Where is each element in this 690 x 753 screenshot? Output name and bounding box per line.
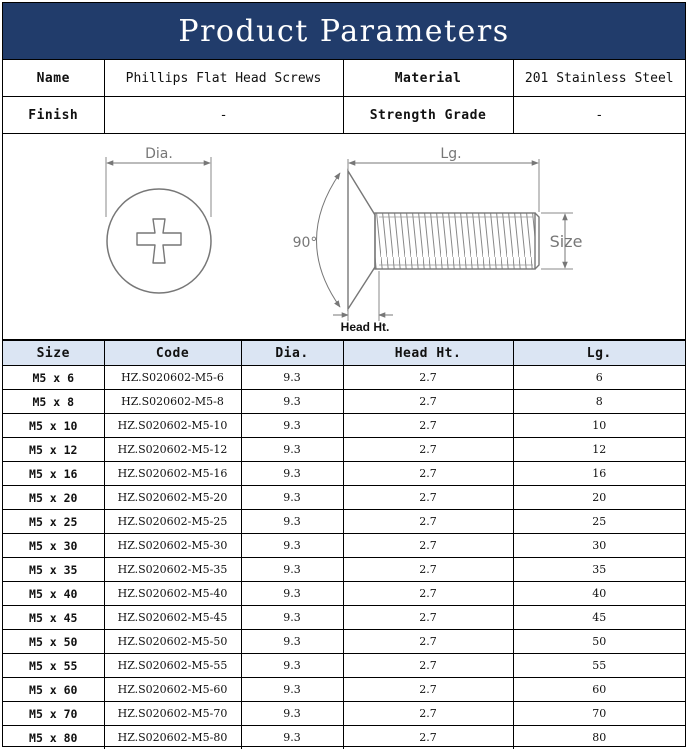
cell-lg: 35	[513, 558, 685, 582]
cell-head-ht: 2.7	[343, 534, 513, 558]
cell-code: HZ.S020602-M5-35	[104, 558, 241, 582]
cell-lg: 20	[513, 486, 685, 510]
phillips-cross-icon	[137, 219, 181, 263]
screw-diagram	[3, 137, 685, 339]
cell-code: HZ.S020602-M5-50	[104, 630, 241, 654]
info-row-finish	[3, 97, 685, 134]
cell-dia: 9.3	[241, 678, 343, 702]
header-size: Size	[3, 341, 104, 366]
cell-lg: 45	[513, 606, 685, 630]
cell-size: M5 x 50	[3, 630, 104, 654]
cell-head-ht: 2.7	[343, 414, 513, 438]
cell-head-ht: 2.7	[343, 678, 513, 702]
table-row	[3, 582, 685, 606]
cell-size: M5 x 45	[3, 606, 104, 630]
header-head-ht: Head Ht.	[343, 341, 513, 366]
header-dia: Dia.	[241, 341, 343, 366]
cell-size: M5 x 70	[3, 702, 104, 726]
finish-label: Finish	[3, 97, 104, 134]
cell-code: HZ.S020602-M5-25	[104, 510, 241, 534]
table-row	[3, 726, 685, 750]
head-top-view	[106, 146, 211, 293]
cell-head-ht: 2.7	[343, 654, 513, 678]
table-row	[3, 486, 685, 510]
cell-dia: 9.3	[241, 702, 343, 726]
cell-dia: 9.3	[241, 366, 343, 390]
spec-table-body	[3, 366, 685, 750]
cell-lg: 12	[513, 438, 685, 462]
cell-size: M5 x 8	[3, 390, 104, 414]
cell-code: HZ.S020602-M5-16	[104, 462, 241, 486]
cell-size: M5 x 80	[3, 726, 104, 750]
cell-size: M5 x 25	[3, 510, 104, 534]
info-row-name	[3, 60, 685, 97]
cell-size: M5 x 35	[3, 558, 104, 582]
table-row	[3, 678, 685, 702]
cell-dia: 9.3	[241, 630, 343, 654]
table-row	[3, 654, 685, 678]
table-row	[3, 606, 685, 630]
head-outline	[107, 189, 211, 293]
cell-size: M5 x 10	[3, 414, 104, 438]
screw-drawing	[3, 137, 685, 340]
strength-grade-value: -	[513, 97, 685, 134]
cell-head-ht: 2.7	[343, 558, 513, 582]
cell-size: M5 x 40	[3, 582, 104, 606]
table-row	[3, 390, 685, 414]
table-row	[3, 414, 685, 438]
cell-dia: 9.3	[241, 654, 343, 678]
spec-table	[3, 340, 685, 749]
cell-head-ht: 2.7	[343, 438, 513, 462]
cell-head-ht: 2.7	[343, 366, 513, 390]
name-label: Name	[3, 60, 104, 97]
cell-head-ht: 2.7	[343, 486, 513, 510]
screw-side-view	[293, 146, 583, 334]
material-label: Material	[343, 60, 513, 97]
cell-lg: 60	[513, 678, 685, 702]
cell-head-ht: 2.7	[343, 630, 513, 654]
cell-code: HZ.S020602-M5-8	[104, 390, 241, 414]
cell-lg: 6	[513, 366, 685, 390]
cell-size: M5 x 60	[3, 678, 104, 702]
cell-head-ht: 2.7	[343, 390, 513, 414]
info-table	[3, 60, 685, 134]
cell-size: M5 x 20	[3, 486, 104, 510]
table-row	[3, 558, 685, 582]
cell-code: HZ.S020602-M5-12	[104, 438, 241, 462]
cell-dia: 9.3	[241, 414, 343, 438]
table-row	[3, 462, 685, 486]
cell-size: M5 x 55	[3, 654, 104, 678]
angle-label: 90°	[292, 235, 318, 251]
cell-size: M5 x 30	[3, 534, 104, 558]
head-height-dimension-label: Head Ht.	[340, 320, 390, 334]
strength-grade-label: Strength Grade	[343, 97, 513, 134]
table-row	[3, 702, 685, 726]
finish-value: -	[104, 97, 343, 134]
cell-lg: 30	[513, 534, 685, 558]
cell-head-ht: 2.7	[343, 510, 513, 534]
cell-dia: 9.3	[241, 390, 343, 414]
cell-head-ht: 2.7	[343, 606, 513, 630]
cell-head-ht: 2.7	[343, 726, 513, 750]
cell-code: HZ.S020602-M5-20	[104, 486, 241, 510]
cell-code: HZ.S020602-M5-55	[104, 654, 241, 678]
name-value: Phillips Flat Head Screws	[104, 60, 343, 97]
cell-dia: 9.3	[241, 606, 343, 630]
cell-code: HZ.S020602-M5-70	[104, 702, 241, 726]
cell-lg: 16	[513, 462, 685, 486]
cell-dia: 9.3	[241, 486, 343, 510]
table-row	[3, 534, 685, 558]
table-row	[3, 366, 685, 390]
cell-lg: 80	[513, 726, 685, 750]
cell-dia: 9.3	[241, 726, 343, 750]
cell-dia: 9.3	[241, 438, 343, 462]
threaded-shank	[375, 213, 535, 269]
cell-lg: 70	[513, 702, 685, 726]
cell-dia: 9.3	[241, 510, 343, 534]
dia-dimension-label: Dia.	[145, 146, 173, 162]
cell-code: HZ.S020602-M5-60	[104, 678, 241, 702]
header-lg: Lg.	[513, 341, 685, 366]
cell-lg: 25	[513, 510, 685, 534]
table-row	[3, 630, 685, 654]
cell-code: HZ.S020602-M5-30	[104, 534, 241, 558]
length-dimension-label: Lg.	[440, 146, 462, 162]
cell-lg: 10	[513, 414, 685, 438]
cell-size: M5 x 6	[3, 366, 104, 390]
cell-lg: 55	[513, 654, 685, 678]
cell-lg: 40	[513, 582, 685, 606]
table-row	[3, 438, 685, 462]
cell-lg: 50	[513, 630, 685, 654]
cell-code: HZ.S020602-M5-6	[104, 366, 241, 390]
cell-dia: 9.3	[241, 558, 343, 582]
size-dimension-label: Size	[549, 232, 583, 251]
cell-dia: 9.3	[241, 534, 343, 558]
cell-code: HZ.S020602-M5-80	[104, 726, 241, 750]
table-row	[3, 510, 685, 534]
page-title: Product Parameters	[3, 3, 685, 60]
material-value: 201 Stainless Steel	[513, 60, 685, 97]
cell-code: HZ.S020602-M5-40	[104, 582, 241, 606]
cell-code: HZ.S020602-M5-10	[104, 414, 241, 438]
cell-dia: 9.3	[241, 462, 343, 486]
header-code: Code	[104, 341, 241, 366]
cell-head-ht: 2.7	[343, 462, 513, 486]
cell-size: M5 x 12	[3, 438, 104, 462]
product-sheet	[2, 2, 686, 747]
countersunk-head	[348, 171, 375, 309]
cell-size: M5 x 16	[3, 462, 104, 486]
spec-header-row	[3, 341, 685, 366]
cell-lg: 8	[513, 390, 685, 414]
cell-code: HZ.S020602-M5-45	[104, 606, 241, 630]
cell-dia: 9.3	[241, 582, 343, 606]
cell-head-ht: 2.7	[343, 702, 513, 726]
cell-head-ht: 2.7	[343, 582, 513, 606]
